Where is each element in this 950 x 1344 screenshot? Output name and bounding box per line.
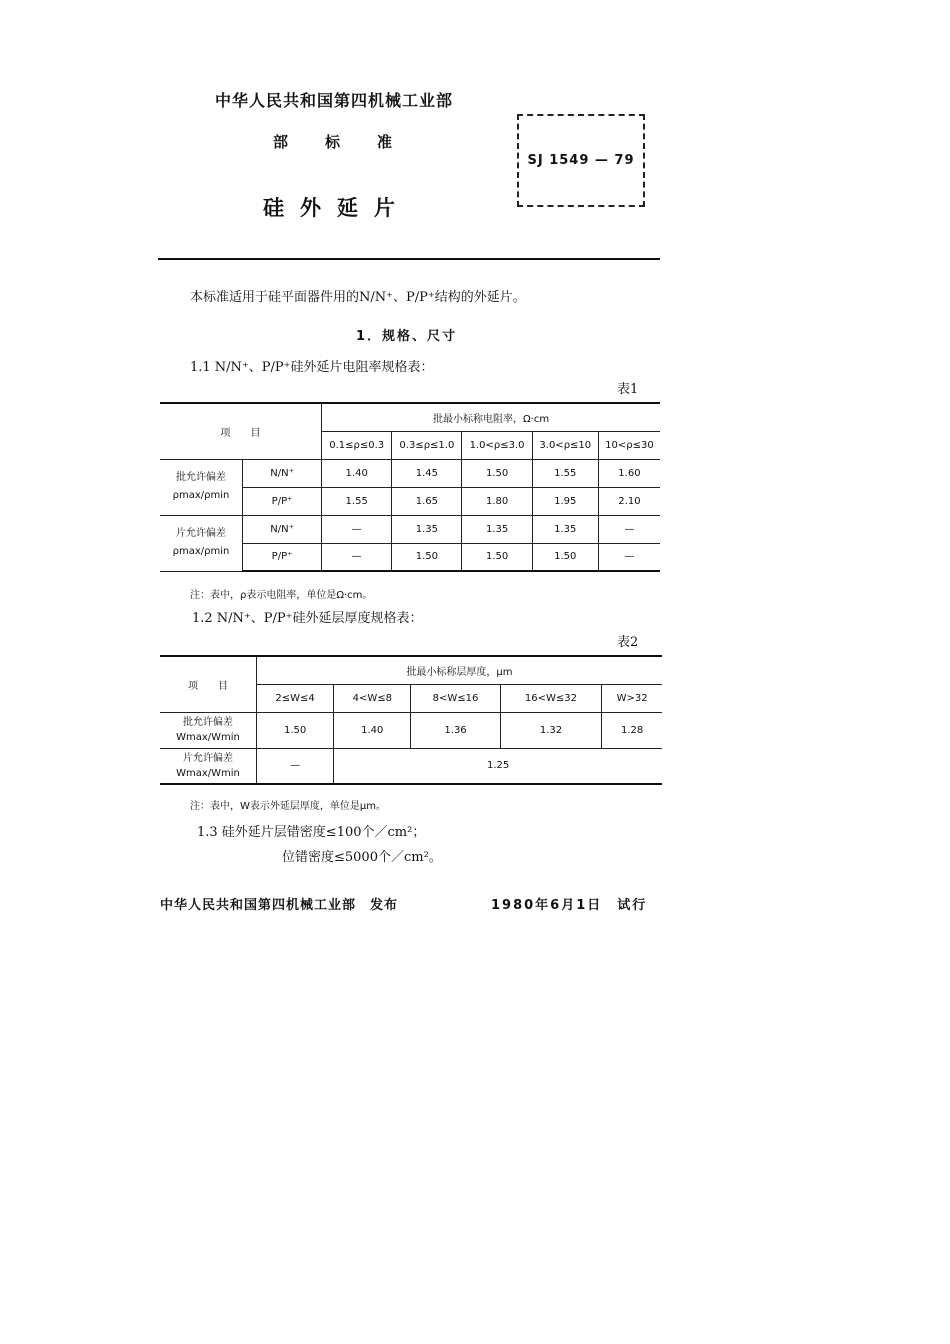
row-group-label: [160, 515, 243, 571]
footer-publisher: 中华人民共和国第四机械工业部 发布: [160, 898, 399, 913]
table-cell: 1.35: [462, 515, 532, 543]
table-cell: 1.40: [322, 459, 392, 487]
table-cell: 1.55: [322, 487, 392, 515]
row-ratio: Wmax/Wmin: [176, 767, 240, 779]
column-header: 0.3≤ρ≤1.0: [392, 431, 462, 459]
row-label: [160, 712, 257, 748]
standard-label-char: 部: [273, 133, 289, 151]
table2-note: 注：表中，W表示外延层厚度，单位是μm。: [190, 801, 386, 812]
table-cell: 1.80: [462, 487, 532, 515]
column-header: 8<W≤16: [411, 684, 500, 712]
column-header: W>32: [602, 684, 662, 712]
clause-1-3-cont: 位错密度≤5000个／cm²。: [282, 850, 442, 865]
table-cell: 1.50: [462, 543, 532, 571]
column-header: 16<W≤32: [500, 684, 602, 712]
row-group-title: 批允许偏差: [176, 472, 226, 483]
table-cell: 1.55: [532, 459, 598, 487]
table2-caption: 表2: [617, 635, 639, 650]
scope-paragraph: 本标准适用于硅平面器件用的N/N⁺、P/P⁺结构的外延片。: [190, 290, 526, 305]
type-label: P/P⁺: [243, 487, 322, 515]
row-group-label: [160, 459, 243, 515]
resistivity-table: [160, 402, 660, 572]
column-header: 0.1≤ρ≤0.3: [322, 431, 392, 459]
table-cell: 1.50: [392, 543, 462, 571]
row-group-title: 片允许偏差: [176, 528, 226, 539]
row-group-ratio: ρmax/ρmin: [172, 546, 230, 557]
table-cell: —: [598, 543, 660, 571]
column-header: 3.0<ρ≤10: [532, 431, 598, 459]
standard-type-label: [273, 131, 429, 152]
table-cell: 1.50: [532, 543, 598, 571]
item-header: 项 目: [160, 656, 257, 712]
row-ratio: Wmax/Wmin: [176, 732, 240, 743]
thickness-table: [160, 655, 662, 785]
column-header: 10<ρ≤30: [598, 431, 660, 459]
table-cell: 1.28: [602, 712, 662, 748]
column-header: 1.0<ρ≤3.0: [462, 431, 532, 459]
group-header: 批最小标称层厚度，μm: [257, 656, 663, 684]
item-header: 项 目: [160, 403, 322, 459]
standard-code: SJ 1549 — 79: [527, 153, 635, 168]
type-label: N/N⁺: [243, 515, 322, 543]
row-group-ratio: ρmax/ρmin: [172, 490, 230, 501]
table-cell: 1.36: [411, 712, 500, 748]
table-cell: 1.35: [532, 515, 598, 543]
table1-note: 注：表中，ρ表示电阻率，单位是Ω·cm。: [190, 590, 373, 601]
row-title: 片允许偏差: [183, 752, 233, 764]
issuing-ministry: 中华人民共和国第四机械工业部: [215, 91, 454, 110]
table-cell: 1.32: [500, 712, 602, 748]
table-cell: —: [257, 748, 334, 784]
footer-date: 1980年6月1日 试行: [491, 898, 648, 913]
table-cell-merged: 1.25: [334, 748, 662, 784]
table1-caption: 表1: [617, 382, 639, 397]
clause-1-3: 1.3 硅外延片层错密度≤100个／cm²；: [197, 825, 426, 840]
table-cell: 1.65: [392, 487, 462, 515]
table-cell: 1.50: [462, 459, 532, 487]
table-cell: 1.95: [532, 487, 598, 515]
table-cell: 1.60: [598, 459, 660, 487]
row-label: [160, 748, 257, 784]
table-cell: 1.40: [334, 712, 411, 748]
type-label: P/P⁺: [243, 543, 322, 571]
column-header: 4<W≤8: [334, 684, 411, 712]
standard-label-char: 标: [325, 133, 341, 151]
row-title: 批允许偏差: [183, 717, 233, 728]
group-header: 批最小标称电阻率，Ω·cm: [322, 403, 660, 431]
clause-1-1: 1.1 N/N⁺、P/P⁺硅外延片电阻率规格表：: [190, 360, 434, 375]
table-cell: —: [322, 543, 392, 571]
table-cell: —: [322, 515, 392, 543]
table-cell: 1.35: [392, 515, 462, 543]
table-cell: 2.10: [598, 487, 660, 515]
type-label: N/N⁺: [243, 459, 322, 487]
table-cell: 1.45: [392, 459, 462, 487]
table-cell: 1.50: [257, 712, 334, 748]
table-cell: —: [598, 515, 660, 543]
section-heading: 1．规格、尺寸: [356, 329, 458, 344]
clause-1-2: 1.2 N/N⁺、P/P⁺硅外延层厚度规格表：: [192, 611, 423, 626]
column-header: 2≤W≤4: [257, 684, 334, 712]
document-title: 硅外延片: [263, 196, 411, 220]
standard-label-char: 准: [377, 133, 393, 151]
header-rule: [158, 258, 660, 260]
